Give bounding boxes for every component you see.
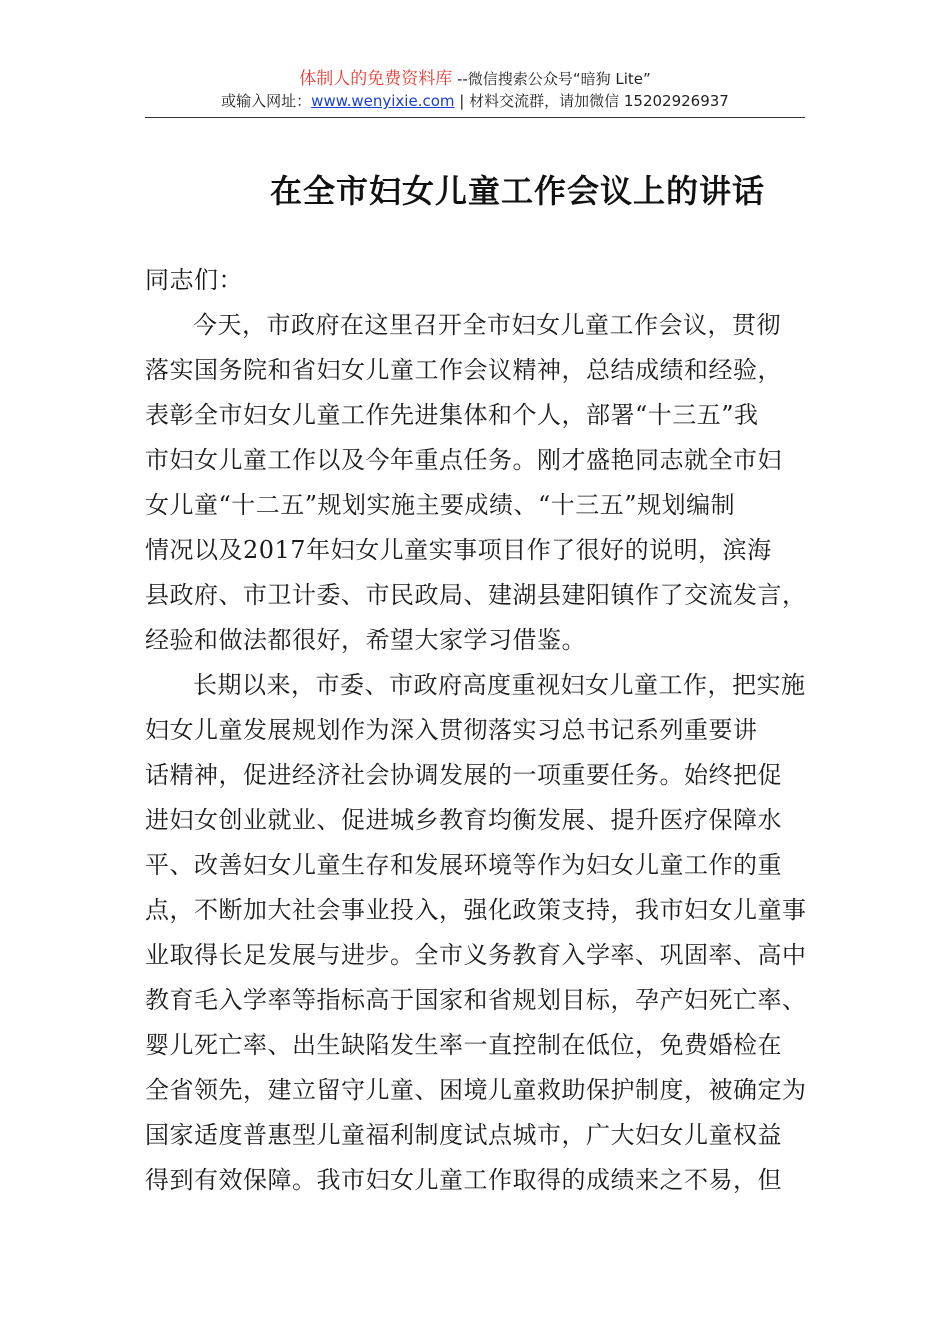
text-line: 表彰全市妇女儿童工作先进集体和个人，部署“十三五”我 <box>145 401 759 429</box>
text-line: 今天，市政府在这里召开全市妇女儿童工作会议，贯彻 <box>193 311 781 339</box>
header-brand: 体制人的免费资料库 <box>299 69 453 89</box>
text-line: 落实国务院和省妇女儿童工作会议精神，总结成绩和经验， <box>145 356 782 384</box>
text-line: 平、改善妇女儿童生存和发展环境等作为妇女儿童工作的重 <box>145 851 782 879</box>
text-line: 女儿童“十二五”规划实施主要成绩、“十三五”规划编制 <box>145 491 736 519</box>
text-line: 县政府、市卫计委、市民政局、建湖县建阳镇作了交流发言， <box>145 581 807 609</box>
header-divider <box>145 117 805 118</box>
page-header <box>145 68 805 112</box>
header-website-link[interactable]: www.wenyixie.com <box>311 92 455 110</box>
text-line: 市妇女儿童工作以及今年重点任务。刚才盛艳同志就全市妇 <box>145 446 782 474</box>
text-line: 国家适度普惠型儿童福利制度试点城市，广大妇女儿童权益 <box>145 1121 782 1149</box>
text-line: 婴儿死亡率、出生缺陷发生率一直控制在低位，免费婚检在 <box>145 1031 782 1059</box>
text-line: 全省领先，建立留守儿童、困境儿童救助保护制度，被确定为 <box>145 1076 807 1104</box>
text-line: 点，不断加大社会事业投入，强化政策支持，我市妇女儿童事 <box>145 896 807 924</box>
text-line: 妇女儿童发展规划作为深入贯彻落实习总书记系列重要讲 <box>145 716 758 744</box>
speech-body <box>145 258 810 1203</box>
text-line: 情况以及2017年妇女儿童实事项目作了很好的说明，滨海 <box>145 536 772 564</box>
text-line: 得到有效保障。我市妇女儿童工作取得的成绩来之不易，但 <box>145 1166 782 1194</box>
header-contact-line <box>145 90 805 112</box>
text-line: 长期以来，市委、市政府高度重视妇女儿童工作，把实施 <box>193 671 806 699</box>
text-line: 进妇女创业就业、促进城乡教育均衡发展、提升医疗保障水 <box>145 806 782 834</box>
text-line: 教育毛入学率等指标高于国家和省规划目标，孕产妇死亡率、 <box>145 986 807 1014</box>
document-title: 在全市妇女儿童工作会议上的讲话 <box>269 172 765 210</box>
header-promo-line <box>145 68 805 90</box>
header-wechat-note: --微信搜索公众号“暗狗 Lite” <box>452 70 651 88</box>
text-line: 业取得长足发展与进步。全市义务教育入学率、巩固率、高中 <box>145 941 807 969</box>
header-url-prefix: 或输入网址： <box>221 92 312 110</box>
text-line: 同志们： <box>145 266 243 294</box>
text-line: 话精神，促进经济社会协调发展的一项重要任务。始终把促 <box>145 761 782 789</box>
header-wechat-contact: | 材料交流群，请加微信 15202926937 <box>454 92 729 110</box>
text-line: 经验和做法都很好，希望大家学习借鉴。 <box>145 626 586 654</box>
